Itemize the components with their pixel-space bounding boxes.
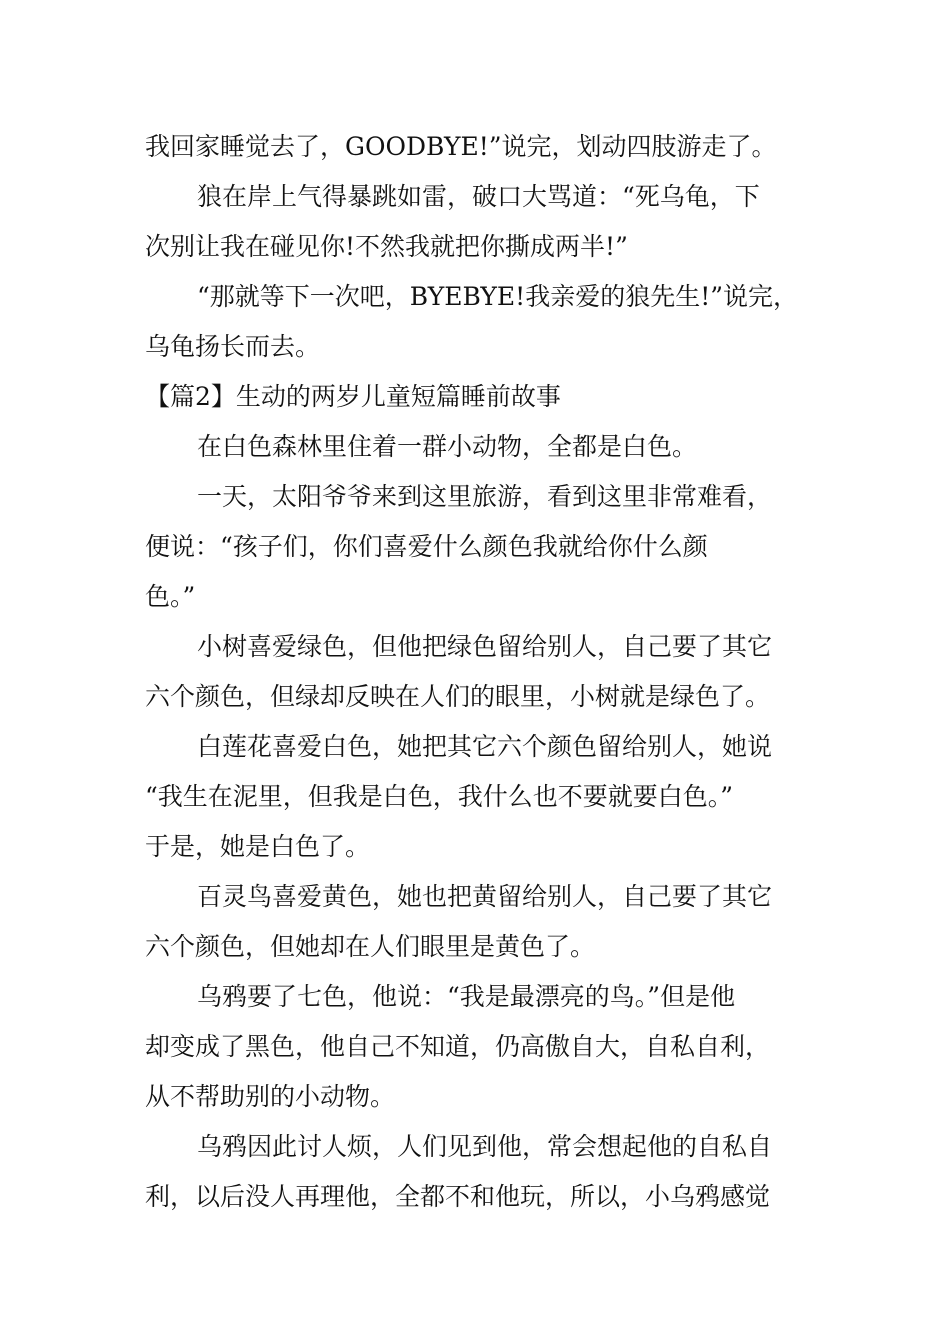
text-line: 百灵鸟喜爱黄色，她也把黄留给别人，自己要了其它	[197, 882, 773, 911]
text-line: 于是，她是白色了。	[145, 832, 371, 861]
document-text	[145, 122, 825, 1222]
text-line: 六个颜色，但她却在人们眼里是黄色了。	[145, 932, 596, 961]
text-line: 却变成了黑色，他自己不知道，仍高傲自大，自私自利，	[145, 1032, 771, 1061]
section-heading: 【篇2】生动的两岁儿童短篇睡前故事	[145, 382, 561, 411]
text-line: 便说：“孩子们，你们喜爱什么颜色我就给你什么颜	[145, 532, 708, 561]
text-line: 一天，太阳爷爷来到这里旅游，看到这里非常难看，	[197, 482, 773, 511]
text-line: “我生在泥里，但我是白色，我什么也不要就要白色。”	[145, 782, 734, 811]
text-line: 色。”	[145, 582, 196, 611]
text-line: 六个颜色，但绿却反映在人们的眼里，小树就是绿色了。	[145, 682, 771, 711]
text-line: 狼在岸上气得暴跳如雷，破口大骂道：“死乌龟，下	[197, 182, 760, 211]
text-line: “那就等下一次吧，BYEBYE!我亲爱的狼先生!”说完，	[197, 282, 799, 311]
text-line: 我回家睡觉去了，GOODBYE!”说完，划动四肢游走了。	[145, 132, 777, 161]
text-line: 小树喜爱绿色，但他把绿色留给别人，自己要了其它	[197, 632, 773, 661]
text-line: 乌鸦因此讨人烦，人们见到他，常会想起他的自私自	[197, 1132, 773, 1161]
text-line: 乌龟扬长而去。	[145, 332, 321, 361]
text-line: 利，以后没人再理他，全都不和他玩，所以，小乌鸦感觉	[145, 1182, 771, 1211]
text-line: 次别让我在碰见你!不然我就把你撕成两半!”	[145, 232, 628, 261]
text-line: 乌鸦要了七色，他说：“我是最漂亮的鸟。”但是他	[197, 982, 736, 1011]
text-line: 在白色森林里住着一群小动物，全都是白色。	[197, 432, 698, 461]
text-line: 白莲花喜爱白色，她把其它六个颜色留给别人，她说	[197, 732, 773, 761]
text-line: 从不帮助别的小动物。	[145, 1082, 396, 1111]
